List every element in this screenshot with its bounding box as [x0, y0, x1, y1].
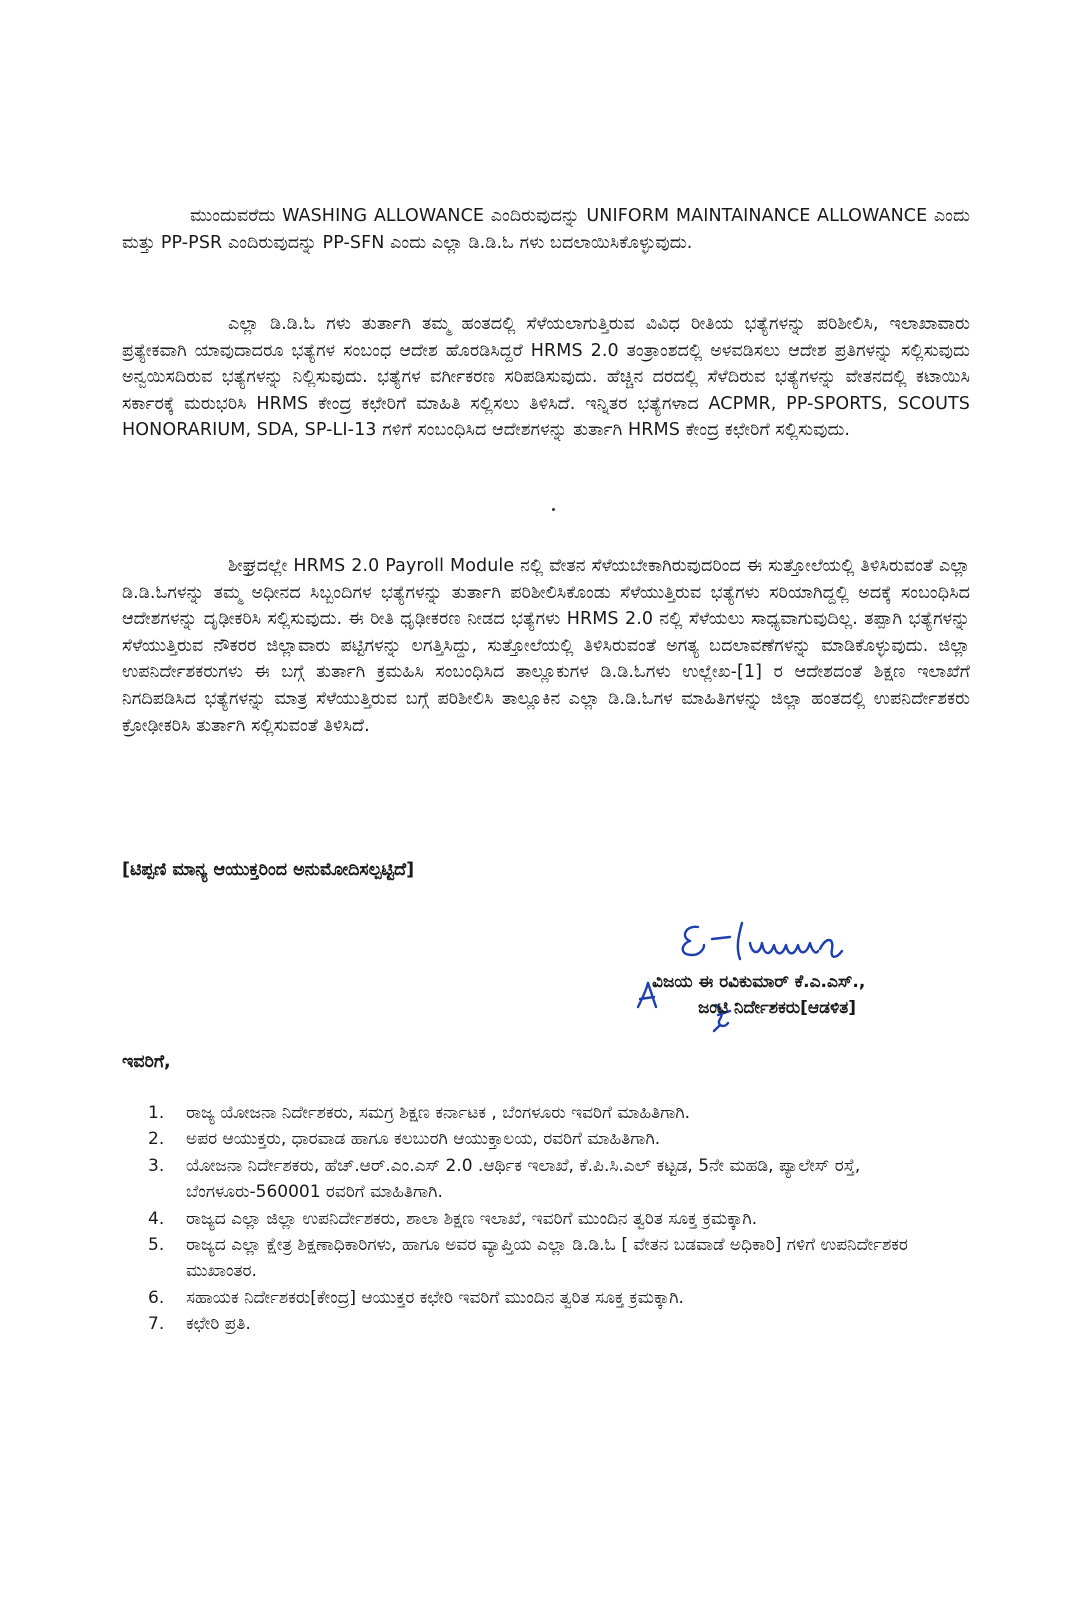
list-number: 4.: [148, 1208, 165, 1229]
list-text: ಕಛೇರಿ ಪ್ರತಿ.: [186, 1314, 251, 1335]
list-item: [148, 1126, 948, 1152]
list-item: [148, 1153, 948, 1206]
list-item: [148, 1311, 948, 1337]
list-number: 6.: [148, 1287, 165, 1308]
list-item: [148, 1285, 948, 1311]
list-item: [148, 1232, 948, 1285]
list-text: ಅಪರ ಆಯುಕ್ತರು, ಧಾರವಾಡ ಹಾಗೂ ಕಲಬುರಗಿ ಆಯುಕ್ತಾಲಯ, ರವರಿಗೆ ಮಾಹಿತಿಗಾಗಿ.: [186, 1129, 661, 1150]
signatory-name: ವಿಜಯ ಈ ರವಿಕುಮಾರ್ ಕೆ.ಎ.ಎಸ್.,: [652, 972, 866, 992]
list-text: ರಾಜ್ಯದ ಎಲ್ಲಾ ಜಿಲ್ಲಾ ಉಪನಿರ್ದೇಶಕರು, ಶಾಲಾ ಶಿಕ್ಷಣ ಇಲಾಖೆ, ಇವರಿಗೆ ಮುಂದಿನ ತ್ವರಿತ ಸೂಕ್ತ ಕ್ರಮಕ್ಕಾಗಿ.: [186, 1208, 758, 1229]
paragraph-allowance-verification: ಎಲ್ಲಾ ಡಿ.ಡಿ.ಓ ಗಳು ತುರ್ತಾಗಿ ತಮ್ಮ ಹಂತದಲ್ಲಿ ಸೆಳೆಯಲಾಗುತ್ತಿರುವ ವಿವಿಧ ರೀತಿಯ ಭತ್ಯೆಗಳನ್ನು ಪರಿಶೀಲಿಸಿ, ಇಲಾಖಾವಾರು ಪ್ರತ್ಯೇಕವಾಗಿ ಯಾವುದಾದರೂ ಭತ್ಯೆಗಳ ಸಂಬಂಧ ಆದೇಶ ಹೊರಡಿಸಿದ್ದರೆ HRMS 2.0 ತಂತ್ರಾಂಶದಲ್ಲಿ ಅಳವಡಿಸಲು ಆದೇಶ ಪ್ರತಿಗಳನ್ನು ಸಲ್ಲಿಸುವುದು ಅನ್ವಯಿಸದಿರುವ ಭತ್ಯೆಗಳನ್ನು ನಿಲ್ಲಿಸುವುದು. ಭತ್ಯೆಗಳ ವರ್ಗೀಕರಣ ಸರಿಪಡಿಸುವುದು. ಹೆಚ್ಚಿನ ದರದಲ್ಲಿ ಸೆಳೆದಿರುವ ಭತ್ಯೆಗಳನ್ನು ವೇತನದಲ್ಲಿ ಕಟಾಯಿಸಿ ಸರ್ಕಾರಕ್ಕೆ ಮರುಭರಿಸಿ HRMS ಕೇಂದ್ರ ಕಛೇರಿಗೆ ಮಾಹಿತಿ ಸಲ್ಲಿಸಲು ತಿಳಿಸಿದೆ. ಇನ್ನಿತರ ಭತ್ಯೆಗಳಾದ ACPMR, PP-SPORTS, SCOUTS HONORARIUM, SDA, SP-LI-13 ಗಳಿಗೆ ಸಂಬಂಧಿಸಿದ ಆದೇಶಗಳನ್ನು ತುರ್ತಾಗಿ HRMS ಕೇಂದ್ರ ಕಛೇರಿಗೆ ಸಲ್ಲಿಸುವುದು.: [122, 314, 970, 441]
approval-note: [ಟಿಪ್ಪಣಿ ಮಾನ್ಯ ಆಯುಕ್ತರಿಂದ ಅನುಮೋದಿಸಲ್ಪಟ್ಟಿದೆ]: [122, 860, 415, 880]
list-text: ರಾಜ್ಯ ಯೋಜನಾ ನಿರ್ದೇಶಕರು, ಸಮಗ್ರ ಶಿಕ್ಷಣ ಕರ್ನಾಟಕ , ಬೆಂಗಳೂರು ಇವರಿಗೆ ಮಾಹಿತಿಗಾಗಿ.: [186, 1103, 691, 1123]
paragraph-allowance-rename: ಮುಂದುವರೆದು WASHING ALLOWANCE ಎಂದಿರುವುದನ್ನು UNIFORM MAINTAINANCE ALLOWANCE ಎಂದು ಮತ್ತು PP-PSR ಎಂದಿರುವುದನ್ನು PP-SFN ಎಂದು ಎಲ್ಲಾ ಡಿ.ಡಿ.ಓ ಗಳು ಬದಲಾಯಿಸಿಕೊಳ್ಳುವುದು.: [122, 206, 970, 253]
list-item: [148, 1100, 948, 1126]
recipients-heading: ಇವರಿಗೆ,: [122, 1052, 171, 1072]
list-number: 3.: [148, 1155, 165, 1176]
list-item: [148, 1206, 948, 1232]
paragraph-payroll-module: ಶೀಘ್ರದಲ್ಲೇ HRMS 2.0 Payroll Module ನಲ್ಲಿ ವೇತನ ಸೆಳೆಯಬೇಕಾಗಿರುವುದರಿಂದ ಈ ಸುತ್ತೋಲೆಯಲ್ಲಿ ತಿಳಿಸಿರುವಂತೆ ಎಲ್ಲಾ ಡಿ.ಡಿ.ಓಗಳನ್ನು ತಮ್ಮ ಅಧೀನದ ಸಿಬ್ಬಂದಿಗಳ ಭತ್ಯೆಗಳನ್ನು ತುರ್ತಾಗಿ ಪರಿಶೀಲಿಸಿಕೊಂಡು ಸೆಳೆಯುತ್ತಿರುವ ಭತ್ಯೆಗಳು ಸರಿಯಾಗಿದ್ದಲ್ಲಿ ಅದಕ್ಕೆ ಸಂಬಂಧಿಸಿದ ಆದೇಶಗಳನ್ನು ದೃಢೀಕರಿಸಿ ಸಲ್ಲಿಸುವುದು. ಈ ರೀತಿ ಧೃಢೀಕರಣ ನೀಡದ ಭತ್ಯೆಗಳು HRMS 2.0 ನಲ್ಲಿ ಸೆಳೆಯಲು ಸಾಧ್ಯವಾಗುವುದಿಲ್ಲ. ತಪ್ಪಾಗಿ ಭತ್ಯೆಗಳನ್ನು ಸೆಳೆಯುತ್ತಿರುವ ನೌಕರರ ಜಿಲ್ಲಾವಾರು ಪಟ್ಟಿಗಳನ್ನು ಲಗತ್ತಿಸಿದ್ದು, ಸುತ್ತೋಲೆಯಲ್ಲಿ ತಿಳಿಸಿರುವಂತೆ ಅಗತ್ಯ ಬದಲಾವಣೆಗಳನ್ನು ಮಾಡಿಕೊಳ್ಳುವುದು. ಜಿಲ್ಲಾ ಉಪನಿರ್ದೇಶಕರುಗಳು ಈ ಬಗ್ಗೆ ತುರ್ತಾಗಿ ಕ್ರಮಹಿಸಿ ಸಂಬಂಧಿಸಿದ ತಾಲ್ಲೂಕುಗಳ ಡಿ.ಡಿ.ಓಗಳು ಉಲ್ಲೇಖ-[1] ರ ಆದೇಶದಂತೆ ಶಿಕ್ಷಣ ಇಲಾಖೆಗೆ ನಿಗದಿಪಡಿಸಿದ ಭತ್ಯೆಗಳನ್ನು ಮಾತ್ರ ಸೆಳೆಯುತ್ತಿರುವ ಬಗ್ಗೆ ಪರಿಶೀಲಿಸಿ ತಾಲ್ಲೂಕಿನ ಎಲ್ಲಾ ಡಿ.ಡಿ.ಓಗಳ ಮಾಹಿತಿಗಳನ್ನು ಜಿಲ್ಲಾ ಹಂತದಲ್ಲಿ ಉಪನಿರ್ದೇಶಕರು ಕ್ರೋಢೀಕರಿಸಿ ತುರ್ತಾಗಿ ಸಲ್ಲಿಸುವಂತೆ ತಿಳಿಸಿದೆ.: [122, 556, 970, 736]
list-text: ರಾಜ್ಯದ ಎಲ್ಲಾ ಕ್ಷೇತ್ರ ಶಿಕ್ಷಣಾಧಿಕಾರಿಗಳು, ಹಾಗೂ ಅವರ ವ್ಯಾಪ್ತಿಯ ಎಲ್ಲಾ ಡಿ.ಡಿ.ಓ [ ವೇತನ ಬಡವಾಡೆ ಅಧಿಕಾರಿ] ಗಳಿಗೆ ಉಪನಿರ್ದೇಶಕರ ಮುಖಾಂತರ.: [186, 1235, 908, 1282]
list-text: ಸಹಾಯಕ ನಿರ್ದೇಶಕರು[ಕೇಂದ್ರ] ಆಯುಕ್ತರ ಕಛೇರಿ ಇವರಿಗೆ ಮುಂದಿನ ತ್ವರಿತ ಸೂಕ್ತ ಕ್ರಮಕ್ಕಾಗಿ.: [186, 1287, 684, 1308]
recipients-list: [148, 1100, 948, 1338]
list-number: 7.: [148, 1314, 165, 1335]
signatory-designation: ಜಂಟಿ ನಿರ್ದೇಶಕರು[ಆಡಳಿತ]: [698, 998, 857, 1018]
list-number: 5.: [148, 1235, 165, 1256]
stray-dot: [552, 508, 555, 511]
list-number: 1.: [148, 1103, 165, 1123]
list-text: ಯೋಜನಾ ನಿರ್ದೇಶಕರು, ಹೆಚ್.ಆರ್.ಎಂ.ಎಸ್ 2.0 .ಆರ್ಥಿಕ ಇಲಾಖೆ, ಕೆ.ಪಿ.ಸಿ.ಎಲ್ ಕಟ್ಟಡ, 5ನೇ ಮಹಡಿ, ಪ್ಯಾಲೇಸ್ ರಸ್ತೆ, ಬೆಂಗಳೂರು-560001 ರವರಿಗೆ ಮಾಹಿತಿಗಾಗಿ.: [186, 1155, 861, 1203]
list-number: 2.: [148, 1129, 165, 1150]
